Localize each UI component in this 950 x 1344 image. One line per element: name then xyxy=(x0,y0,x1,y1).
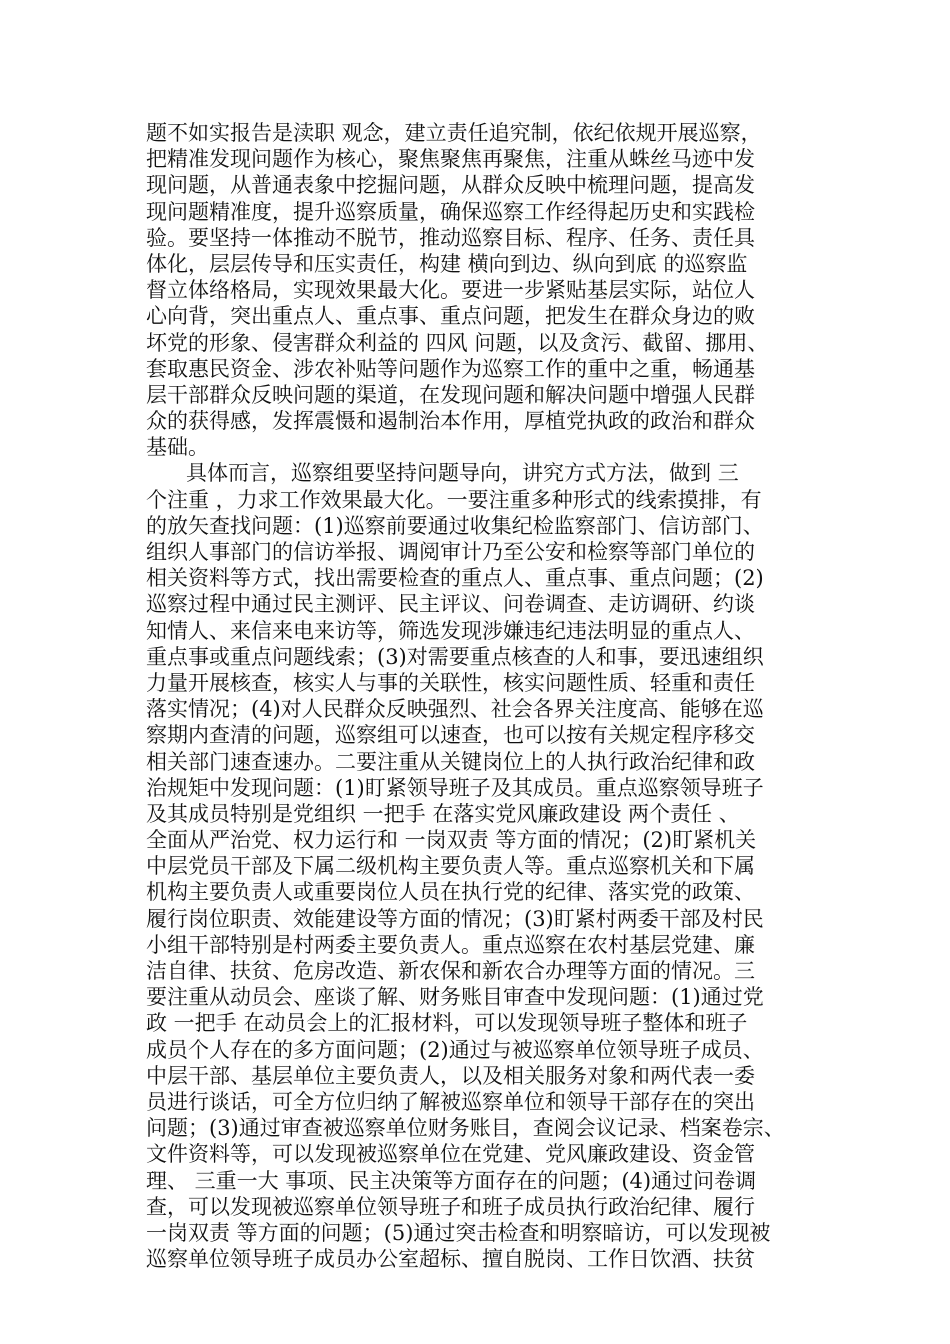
text-line: 机构主要负责人或重要岗位人员在执行党的纪律、落实党的政策、 xyxy=(146,880,755,905)
text-line: 题不如实报告是渎职 观念，建立责任追究制，依纪依规开展巡察， xyxy=(146,121,762,145)
text-line: 文件资料等，可以发现被巡察单位在党建、党风廉政建设、资金管 xyxy=(146,1142,755,1167)
text-line: 员进行谈话，可全方位归纳了解被巡察单位和领导干部存在的突出 xyxy=(146,1089,755,1114)
text-line: 组织人事部门的信访举报、调阅审计乃至公安和检察等部门单位的 xyxy=(146,540,755,564)
text-line: 政 一把手 在动员会上的汇报材料，可以发现领导班子整体和班子 xyxy=(146,1011,748,1036)
text-line: 治规矩中发现问题：(1)盯紧领导班子及其成员。重点巡察领导班子 xyxy=(146,775,764,800)
text-line: 落实情况；(4)对人民群众反映强烈、社会各界关注度高、能够在巡 xyxy=(146,697,764,722)
text-line: 具体而言，巡察组要坚持问题导向，讲究方式方法，做到 三 xyxy=(146,461,739,486)
text-line: 重点事或重点问题线索；(3)对需要重点核查的人和事，要迅速组织 xyxy=(146,644,764,669)
text-line: 履行岗位职责、效能建设等方面的情况；(3)盯紧村两委干部及村民 xyxy=(146,906,764,931)
text-line: 力量开展核查，核实人与事的关联性，核实问题性质、轻重和责任 xyxy=(146,670,755,695)
text-line: 体化，层层传导和压实责任，构建 横向到边、纵向到底 的巡察监 xyxy=(146,251,748,276)
text-line: 现问题，从普通表象中挖掘问题，从群众反映中梳理问题，提高发 xyxy=(146,173,755,198)
text-line: 要注重从动员会、座谈了解、财务账目审查中发现问题：(1)通过党 xyxy=(146,985,764,1010)
text-line: 一岗双责 等方面的问题；(5)通过突击检查和明察暗访，可以发现被 xyxy=(146,1220,771,1245)
text-line: 察期内查清的问题，巡察组可以速查，也可以按有关规定程序移交 xyxy=(146,723,755,748)
text-line: 问题；(3)通过审查被巡察单位财务账目，查阅会议记录、档案卷宗、 xyxy=(146,1116,785,1141)
text-line: 查，可以发现被巡察单位领导班子和班子成员执行政治纪律、履行 xyxy=(146,1194,755,1219)
text-line: 的放矢查找问题：(1)巡察前要通过收集纪检监察部门、信访部门、 xyxy=(146,513,764,538)
text-line: 相关部门速查速办。二要注重从关键岗位上的人执行政治纪律和政 xyxy=(146,749,755,774)
text-line: 知情人、来信来电来访等，筛选发现涉嫌违纪违法明显的重点人、 xyxy=(146,618,755,643)
text-line: 小组干部特别是村两委主要负责人。重点巡察在农村基层党建、廉 xyxy=(146,932,755,957)
text-line: 把精准发现问题作为核心，聚焦聚焦再聚焦，注重从蛛丝马迹中发 xyxy=(146,147,755,172)
text-line: 层干部群众反映问题的渠道，在发现问题和解决问题中增强人民群 xyxy=(146,382,755,407)
text-line: 个注重 ，力求工作效果最大化。一要注重多种形式的线索摸排，有 xyxy=(146,487,762,512)
text-line: 督立体络格局，实现效果最大化。要进一步紧贴基层实际，站位人 xyxy=(146,278,755,303)
text-line: 全面从严治党、权力运行和 一岗双责 等方面的情况；(2)盯紧机关 xyxy=(146,828,757,853)
text-line: 成员个人存在的多方面问题；(2)通过与被巡察单位领导班子成员、 xyxy=(146,1037,764,1062)
text-line: 心向背，突出重点人、重点事、重点问题，把发生在群众身边的败 xyxy=(146,304,755,329)
text-line: 理、 三重一大 事项、民主决策等方面存在的问题；(4)通过问卷调 xyxy=(146,1168,757,1193)
text-line: 及其成员特别是党组织 一把手 在落实党风廉政建设 两个责任 、 xyxy=(146,801,740,826)
text-line: 巡察单位领导班子成员办公室超标、擅自脱岗、工作日饮酒、扶贫 xyxy=(146,1247,755,1272)
text-line: 坏党的形象、侵害群众利益的 四风 问题，以及贪污、截留、挪用、 xyxy=(146,330,769,355)
body-text xyxy=(146,120,818,1272)
text-line: 相关资料等方式，找出需要检查的重点人、重点事、重点问题；(2) xyxy=(146,566,764,591)
text-line: 中层党员干部及下属二级机构主要负责人等。重点巡察机关和下属 xyxy=(146,854,755,879)
text-line: 洁自律、扶贫、危房改造、新农保和新农合办理等方面的情况。三 xyxy=(146,959,755,983)
text-line: 基础。 xyxy=(146,435,209,460)
text-line: 现问题精准度，提升巡察质量，确保巡察工作经得起历史和实践检 xyxy=(146,199,755,224)
text-line: 中层干部、基层单位主要负责人，以及相关服务对象和两代表一委 xyxy=(146,1063,755,1088)
text-line: 套取惠民资金、涉农补贴等问题作为巡察工作的重中之重，畅通基 xyxy=(146,356,755,381)
text-line: 巡察过程中通过民主测评、民主评议、问卷调查、走访调研、约谈 xyxy=(146,592,755,617)
text-line: 验。要坚持一体推动不脱节，推动巡察目标、程序、任务、责任具 xyxy=(146,225,755,250)
text-line: 众的获得感，发挥震慑和遏制治本作用，厚植党执政的政治和群众 xyxy=(146,409,755,434)
